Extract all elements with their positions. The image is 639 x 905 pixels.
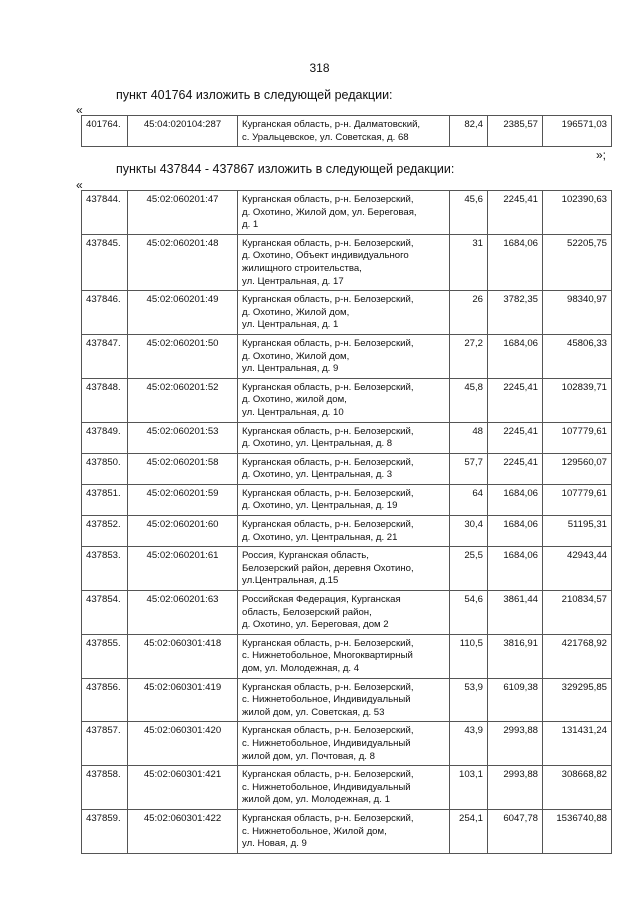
address-line: ул. Центральная, д. 17 [242, 275, 344, 287]
address-line: Курганская область, р-н. Белозерский, [242, 237, 414, 249]
cell-number: 437852. [82, 516, 128, 547]
cell-area: 103,1 [450, 766, 488, 810]
cell-rate: 3861,44 [488, 591, 543, 635]
cell-area: 25,5 [450, 547, 488, 591]
address-line: д. Охотино, жилой дом, [242, 394, 347, 406]
address-line: с. Нижнетобольное, Индивидуальный [242, 694, 411, 706]
address-line: Курганская область, р-н. Белозерский, [242, 337, 414, 349]
cell-address [238, 722, 450, 766]
address-line: д. Охотино, Жилой дом, [242, 306, 350, 318]
cell-address [238, 378, 450, 422]
cell-number: 437848. [82, 378, 128, 422]
table-row [82, 678, 612, 722]
address-line: д. Охотино, ул. Центральная, д. 8 [242, 438, 393, 450]
cell-cadastral-number: 45:02:060201:63 [128, 591, 238, 635]
cell-area: 43,9 [450, 722, 488, 766]
address-line: д. Охотино, Жилой дом, [242, 350, 350, 362]
cell-rate: 1684,06 [488, 516, 543, 547]
cell-address [238, 766, 450, 810]
cell-address [238, 234, 450, 290]
address-line: с. Уральцевское, ул. Советская, д. 68 [242, 131, 409, 143]
cell-number: 437847. [82, 334, 128, 378]
cell-cadastral-number: 45:02:060201:58 [128, 453, 238, 484]
page-number: 318 [309, 61, 330, 75]
cell-number: 437849. [82, 422, 128, 453]
cell-area: 57,7 [450, 453, 488, 484]
table-row [82, 766, 612, 810]
cell-cadastral-number: 45:02:060201:50 [128, 334, 238, 378]
cell-rate: 3816,91 [488, 634, 543, 678]
cell-number: 437851. [82, 484, 128, 515]
cell-number: 437856. [82, 678, 128, 722]
table-row [82, 378, 612, 422]
cell-address [238, 547, 450, 591]
cell-cadastral-number: 45:02:060201:59 [128, 484, 238, 515]
address-line: д. 1 [242, 219, 259, 231]
cell-rate: 2245,41 [488, 378, 543, 422]
address-line: Курганская область, р-н. Белозерский, [242, 381, 414, 393]
section2-open-quote: « [76, 178, 83, 192]
cell-address [238, 634, 450, 678]
table-row [82, 422, 612, 453]
address-line: Курганская область, р-н. Белозерский, [242, 812, 414, 824]
cell-area: 30,4 [450, 516, 488, 547]
table-section2 [81, 190, 612, 854]
table-row [82, 722, 612, 766]
cell-cadastral-number: 45:02:060201:61 [128, 547, 238, 591]
address-line: с. Нижнетобольное, Индивидуальный [242, 737, 411, 749]
table-row [82, 116, 612, 147]
address-line: ул. Центральная, д. 1 [242, 319, 339, 331]
cell-number: 437853. [82, 547, 128, 591]
cell-rate: 2385,57 [488, 116, 543, 147]
cell-number: 437846. [82, 291, 128, 335]
address-line: д. Охотино, ул. Центральная, д. 21 [242, 531, 398, 543]
address-line: д. Охотино, Объект индивидуального [242, 250, 409, 262]
cell-value: 102839,71 [543, 378, 612, 422]
cell-area: 27,2 [450, 334, 488, 378]
cell-rate: 2245,41 [488, 422, 543, 453]
table-row [82, 516, 612, 547]
cell-value: 42943,44 [543, 547, 612, 591]
cell-rate: 2245,41 [488, 453, 543, 484]
cell-value: 107779,61 [543, 422, 612, 453]
address-line: Курганская область, р-н. Белозерский, [242, 519, 414, 531]
cell-address [238, 516, 450, 547]
cell-area: 45,6 [450, 191, 488, 235]
cell-address [238, 453, 450, 484]
table-row [82, 334, 612, 378]
cell-number: 437854. [82, 591, 128, 635]
cell-cadastral-number: 45:04:020104:287 [128, 116, 238, 147]
cell-address [238, 678, 450, 722]
cell-value: 421768,92 [543, 634, 612, 678]
table-row [82, 453, 612, 484]
cell-number: 437850. [82, 453, 128, 484]
table-row [82, 634, 612, 678]
address-line: ул.Центральная, д.15 [242, 575, 339, 587]
cell-value: 52205,75 [543, 234, 612, 290]
table-row [82, 234, 612, 290]
table-row [82, 484, 612, 515]
section1-open-quote: « [76, 103, 83, 117]
address-line: Курганская область, р-н. Белозерский, [242, 725, 414, 737]
cell-value: 210834,57 [543, 591, 612, 635]
address-line: Белозерский район, деревня Охотино, [242, 562, 414, 574]
cell-area: 31 [450, 234, 488, 290]
address-line: ул. Новая, д. 9 [242, 838, 307, 850]
address-line: Курганская область, р-н. Белозерский, [242, 681, 414, 693]
address-line: д. Охотино, Жилой дом, ул. Береговая, [242, 206, 417, 218]
cell-cadastral-number: 45:02:060201:47 [128, 191, 238, 235]
address-line: д. Охотино, ул. Центральная, д. 19 [242, 500, 398, 512]
cell-area: 54,6 [450, 591, 488, 635]
address-line: Курганская область, р-н. Белозерский, [242, 294, 414, 306]
cell-rate: 2993,88 [488, 766, 543, 810]
cell-number: 437844. [82, 191, 128, 235]
address-line: Курганская область, р-н. Белозерский, [242, 456, 414, 468]
cell-cadastral-number: 45:02:060301:419 [128, 678, 238, 722]
address-line: д. Охотино, ул. Береговая, дом 2 [242, 619, 389, 631]
table-row [82, 191, 612, 235]
cell-cadastral-number: 45:02:060301:418 [128, 634, 238, 678]
address-line: Российская Федерация, Курганская [242, 594, 401, 606]
cell-number: 437859. [82, 809, 128, 853]
address-line: ул. Центральная, д. 9 [242, 363, 339, 375]
cell-number: 437858. [82, 766, 128, 810]
table-row [82, 591, 612, 635]
cell-area: 64 [450, 484, 488, 515]
cell-value: 196571,03 [543, 116, 612, 147]
table-row [82, 291, 612, 335]
section1-close-quote: »; [596, 148, 607, 162]
cell-address [238, 484, 450, 515]
cell-address [238, 422, 450, 453]
cell-cadastral-number: 45:02:060201:53 [128, 422, 238, 453]
cell-value: 107779,61 [543, 484, 612, 515]
address-line: Курганская область, р-н. Белозерский, [242, 487, 414, 499]
cell-address [238, 116, 450, 147]
address-line: Курганская область, р-н. Белозерский, [242, 425, 414, 437]
cell-number: 437855. [82, 634, 128, 678]
address-line: Курганская область, р-н. Далматовский, [242, 119, 421, 130]
cell-number: 401764. [82, 116, 128, 147]
cell-address [238, 591, 450, 635]
address-line: ул. Центральная, д. 10 [242, 406, 344, 418]
cell-area: 45,8 [450, 378, 488, 422]
cell-area: 48 [450, 422, 488, 453]
section2-instruction: пункты 437844 - 437867 изложить в следующей редакции: [116, 162, 455, 176]
address-line: с. Нижнетобольное, Индивидуальный [242, 781, 411, 793]
cell-value: 51195,31 [543, 516, 612, 547]
address-line: область, Белозерский район, [242, 606, 372, 618]
address-line: Курганская область, р-н. Белозерский, [242, 637, 414, 649]
cell-value: 1536740,88 [543, 809, 612, 853]
cell-number: 437845. [82, 234, 128, 290]
cell-area: 254,1 [450, 809, 488, 853]
cell-rate: 1684,06 [488, 334, 543, 378]
cell-area: 110,5 [450, 634, 488, 678]
address-line: дом, ул. Молодежная, д. 4 [242, 663, 360, 674]
cell-rate: 2245,41 [488, 191, 543, 235]
cell-number: 437857. [82, 722, 128, 766]
address-line: Россия, Курганская область, [242, 550, 369, 562]
cell-cadastral-number: 45:02:060201:48 [128, 234, 238, 290]
cell-cadastral-number: 45:02:060201:49 [128, 291, 238, 335]
cell-cadastral-number: 45:02:060301:421 [128, 766, 238, 810]
cell-value: 102390,63 [543, 191, 612, 235]
cell-area: 82,4 [450, 116, 488, 147]
cell-address [238, 334, 450, 378]
cell-rate: 1684,06 [488, 484, 543, 515]
cell-area: 53,9 [450, 678, 488, 722]
address-line: жилой дом, ул. Почтовая, д. 8 [242, 750, 375, 762]
cell-value: 98340,97 [543, 291, 612, 335]
address-line: жилой дом, ул. Советская, д. 53 [242, 706, 385, 718]
cell-value: 308668,82 [543, 766, 612, 810]
cell-cadastral-number: 45:02:060301:422 [128, 809, 238, 853]
cell-cadastral-number: 45:02:060201:60 [128, 516, 238, 547]
address-line: Курганская область, р-н. Белозерский, [242, 769, 414, 781]
table-section1 [81, 115, 612, 147]
cell-rate: 1684,06 [488, 234, 543, 290]
cell-address [238, 291, 450, 335]
cell-rate: 2993,88 [488, 722, 543, 766]
address-line: жилой дом, ул. Молодежная, д. 1 [242, 794, 390, 806]
cell-value: 45806,33 [543, 334, 612, 378]
cell-cadastral-number: 45:02:060201:52 [128, 378, 238, 422]
cell-value: 131431,24 [543, 722, 612, 766]
cell-address [238, 809, 450, 853]
table-row [82, 809, 612, 853]
address-line: Курганская область, р-н. Белозерский, [242, 194, 414, 205]
cell-value: 329295,85 [543, 678, 612, 722]
cell-area: 26 [450, 291, 488, 335]
address-line: с. Нижнетобольное, Жилой дом, [242, 825, 387, 837]
cell-rate: 1684,06 [488, 547, 543, 591]
cell-rate: 3782,35 [488, 291, 543, 335]
address-line: д. Охотино, ул. Центральная, д. 3 [242, 469, 393, 481]
cell-address [238, 191, 450, 235]
section1-instruction: пункт 401764 изложить в следующей редакции: [116, 88, 393, 102]
cell-rate: 6047,78 [488, 809, 543, 853]
cell-value: 129560,07 [543, 453, 612, 484]
cell-cadastral-number: 45:02:060301:420 [128, 722, 238, 766]
cell-rate: 6109,38 [488, 678, 543, 722]
table-row [82, 547, 612, 591]
address-line: с. Нижнетобольное, Многоквартирный [242, 650, 413, 662]
address-line: жилищного строительства, [242, 262, 362, 274]
